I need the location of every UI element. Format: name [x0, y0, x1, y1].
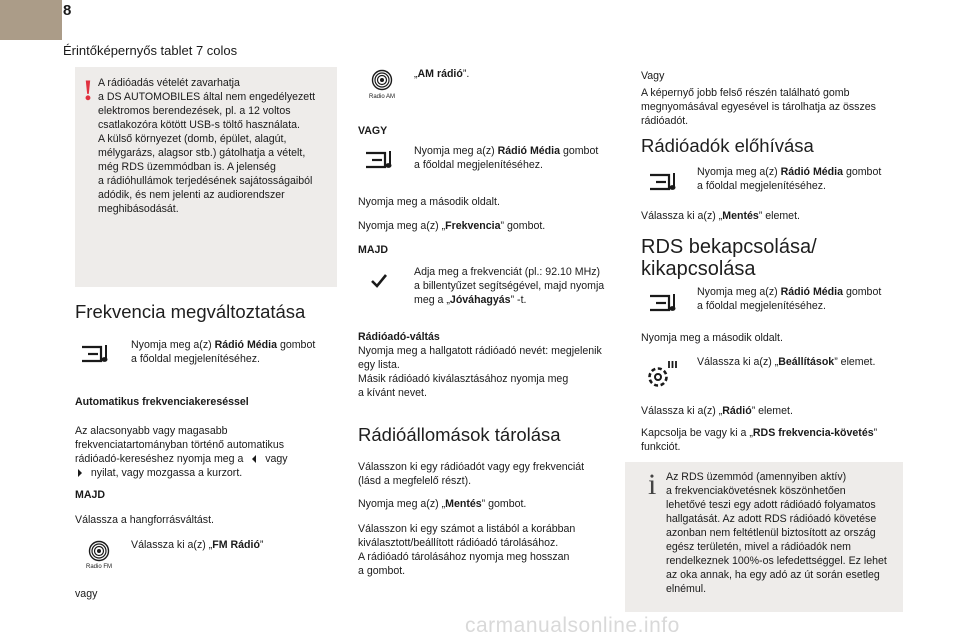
then-label-1: MAJD	[75, 489, 106, 501]
store-all-text: A képernyő jobb felső részén található gomb megnyomásával egyesével is tárolhatja az összes rádióadót.	[641, 87, 876, 127]
radio-fm-icon-label: Radio FM	[85, 564, 112, 570]
store-text-2: Válasszon ki egy számot a listából a korábban kiválasztott/beállított rádióadó tárolásához. A rádióadó tárolásához nyomja meg hosszan a gombot.	[358, 523, 576, 577]
arrow-right-icon	[75, 467, 85, 479]
second-page-text-2: Nyomja meg a második oldalt.	[641, 332, 783, 344]
station-switch-text: Nyomja meg a hallgatott rádióadó nevét: megjelenik egy lista. Másik rádióadó kiválasztásához nyomja meg a kívánt nevet.	[358, 345, 602, 399]
step-radio-media-2: Nyomja meg a(z) Rádió Média gombot a főoldal megjelenítéséhez.	[414, 145, 599, 171]
radio-media-icon	[647, 170, 681, 194]
heading-auto-search: Automatikus frekvenciakereséssel	[75, 396, 249, 408]
choose-radio-text: Válassza ki a(z) „Rádió” elemet.	[641, 405, 793, 417]
page-number-tab	[0, 0, 62, 40]
info-icon: i	[648, 468, 657, 501]
warning-text: A rádióadás vételét zavarhatja a DS AUTOMOBILES által nem engedélyezett elektromos berendezések, pl. a 12 voltos csatlakozóra kötött USB-s töltő használata. A külső környezet (domb, épület, alagút, mélygarázs, alagsor stb.) gátolhatja a vételt, még RDS üzemmódban is. A jelenség a rádióhullámok terjedésének sajátosságaiból adódik, és nem jelenti az audiorendszer meghibásodását.	[98, 77, 316, 215]
chapter-title: Érintőképernyős tablet 7 colos	[63, 43, 238, 58]
choose-settings-text: Válassza ki a(z) „Beállítások” elemet.	[697, 356, 876, 368]
radio-am-icon	[371, 69, 393, 91]
radio-media-icon	[79, 342, 113, 366]
info-text: Az RDS üzemmód (amennyiben aktív) a frekvenciakövetésnek köszönhetően lehetővé teszi egy adott rádióadó folyamatos hallgatását. Az adott RDS rádióadó követése azonban nem feltétlenül biztosított az ország egész területén, mivel a rádióadók nem rendelkeznek 100%-os lefedettséggel. Ez lehet az oka annak, ha egy adó az út során esetleg elnémul.	[666, 471, 887, 595]
heading-preset-recall: Rádióadók előhívása	[641, 135, 814, 156]
heading-rds-toggle: RDS bekapcsolása/ kikapcsolása	[641, 236, 817, 280]
warning-icon: !	[83, 74, 93, 107]
second-page-text: Nyomja meg a második oldalt.	[358, 196, 500, 208]
then-label-2: MAJD	[358, 244, 389, 256]
page-number: 8	[63, 2, 72, 19]
heading-station-switch: Rádióadó-váltás	[358, 331, 440, 343]
step-radio-media-3: Nyomja meg a(z) Rádió Média gombot a főoldal megjelenítéséhez.	[697, 166, 882, 192]
watermark: carmanualsonline.info	[465, 614, 680, 637]
radio-media-icon	[363, 148, 397, 172]
source-switch-text: Válassza a hangforrásváltást.	[75, 514, 214, 526]
rds-follow-text: Kapcsolja be vagy ki a „RDS frekvencia-követés” funkciót.	[641, 427, 878, 453]
radio-media-icon	[647, 291, 681, 315]
auto-search-text: Az alacsonyabb vagy magasabb frekvenciatartományban történő automatikus rádióadó-kereséshez nyomja meg a vagy nyilat, vagy mozgassa a kurzort.	[75, 425, 288, 479]
heading-frequency-change: Frekvencia megváltoztatása	[75, 301, 306, 322]
radio-fm-icon	[88, 540, 110, 562]
choose-am-text: „AM rádió”.	[414, 68, 470, 80]
or-label-2: VAGY	[358, 125, 388, 137]
enter-frequency-text: Adja meg a frekvenciát (pl.: 92.10 MHz) a billentyűzet segítségével, majd nyomja meg a „Jóváhagyás” -t.	[414, 266, 605, 306]
step-radio-media-1: Nyomja meg a(z) Rádió Média gombot a főoldal megjelenítéséhez.	[131, 339, 316, 365]
choose-fm-text: Válassza ki a(z) „FM Rádió”	[131, 539, 264, 551]
arrow-left-icon	[249, 453, 259, 465]
checkmark-icon	[370, 273, 388, 289]
heading-store-stations: Rádióállomások tárolása	[358, 424, 561, 445]
choose-save-text: Válassza ki a(z) „Mentés” elemet.	[641, 210, 800, 222]
frequency-button-text: Nyomja meg a(z) „Frekvencia” gombot.	[358, 220, 546, 232]
settings-gear-icon	[645, 357, 679, 391]
radio-am-icon-label: Radio AM	[368, 94, 395, 100]
save-button-text: Nyomja meg a(z) „Mentés” gombot.	[358, 498, 527, 510]
step-radio-media-4: Nyomja meg a(z) Rádió Média gombot a főoldal megjelenítéséhez.	[697, 286, 882, 312]
or-text-3: Vagy	[641, 70, 665, 82]
store-text-1: Válasszon ki egy rádióadót vagy egy frekvenciát (lásd a megfelelő részt).	[358, 461, 585, 487]
or-text-1: vagy	[75, 588, 98, 600]
